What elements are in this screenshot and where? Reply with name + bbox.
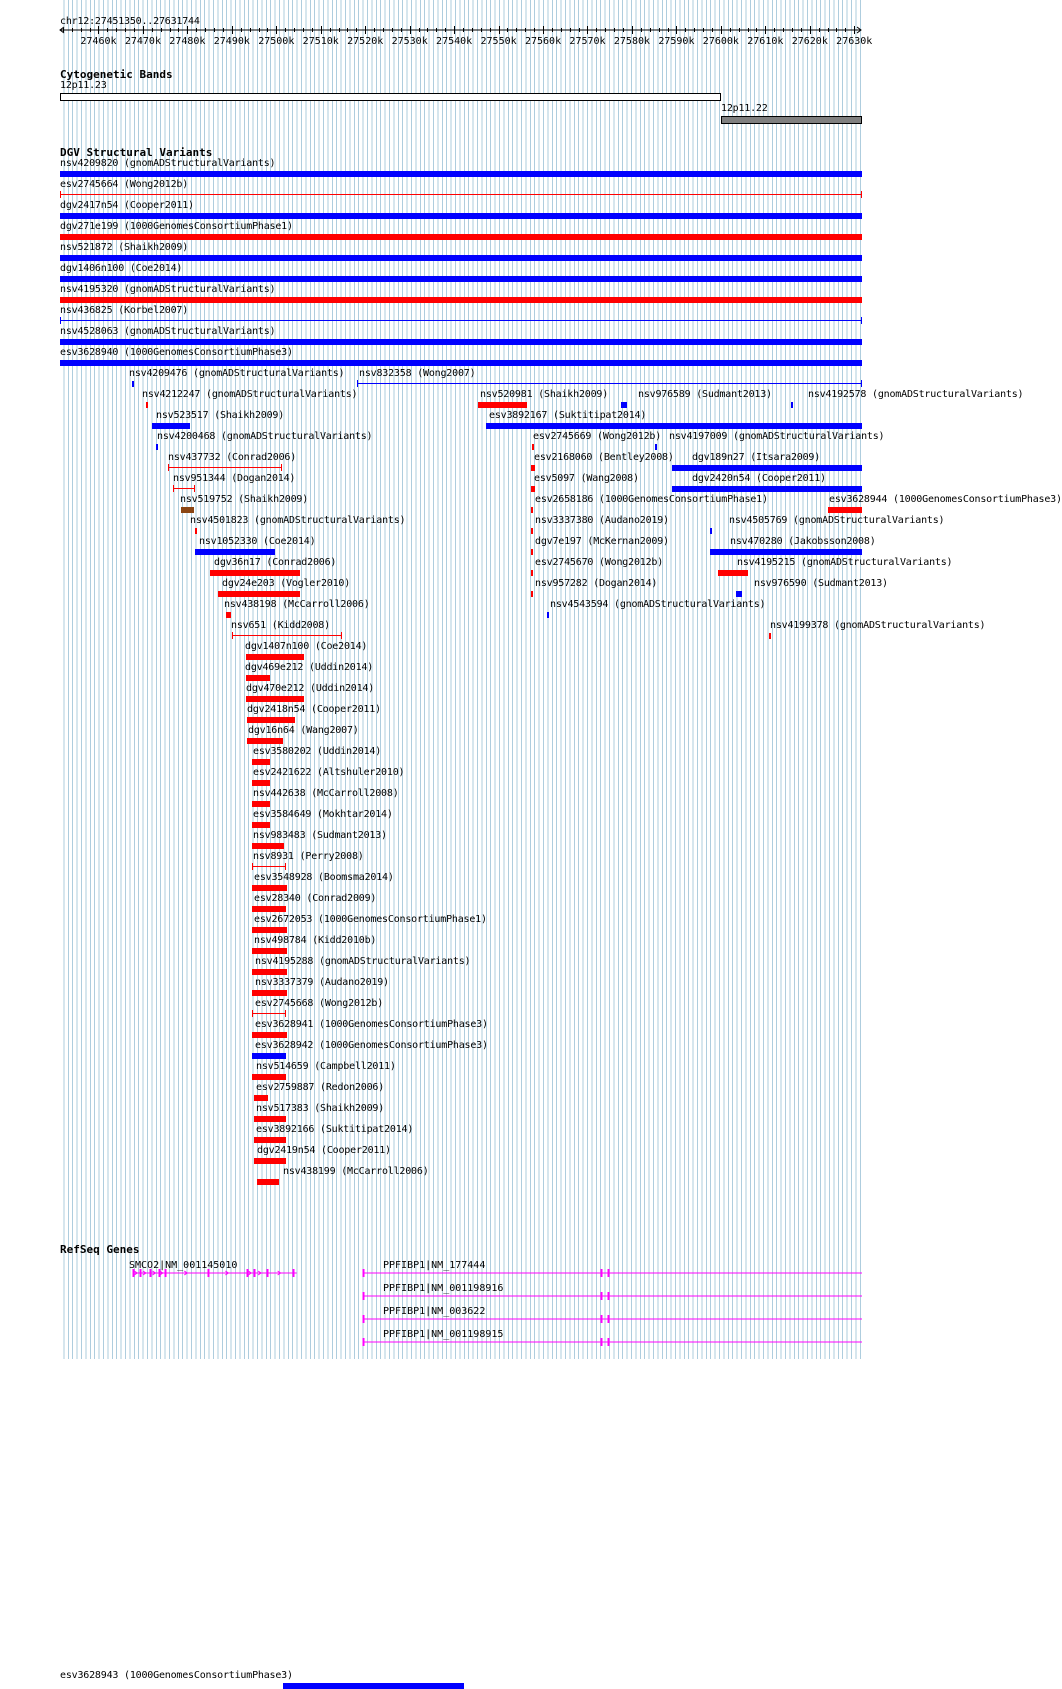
sv-feature-label[interactable]: esv3628942 (1000GenomesConsortiumPhase3) <box>255 1040 488 1051</box>
sv-feature-label[interactable]: dgv36n17 (Conrad2006) <box>214 557 337 568</box>
ruler-tick-label: 27580k <box>613 36 651 47</box>
ruler-tick-label: 27610k <box>747 36 784 47</box>
sv-feature-label[interactable]: nsv951344 (Dogan2014) <box>173 473 296 484</box>
cytoband-label: 12p11.22 <box>721 103 768 114</box>
ruler-tick-label: 27470k <box>124 36 161 47</box>
sv-feature-label[interactable]: nsv8931 (Perry2008) <box>253 851 364 862</box>
ruler-tick-label: 27460k <box>80 36 117 47</box>
sv-feature-label[interactable]: nsv521872 (Shaikh2009) <box>60 242 189 253</box>
sv-feature-label[interactable]: nsv470280 (Jakobsson2008) <box>730 536 876 547</box>
sv-feature-label[interactable]: dgv470e212 (Uddin2014) <box>246 683 375 694</box>
sv-feature-label[interactable]: dgv24e203 (Vogler2010) <box>222 578 351 589</box>
sv-feature-label[interactable]: nsv976590 (Sudmant2013) <box>754 578 888 589</box>
gene-label[interactable]: SMCO2|NM_001145010 <box>129 1260 238 1271</box>
sv-feature-label[interactable]: nsv832358 (Wong2007) <box>359 368 476 379</box>
sv-feature-label[interactable]: dgv189n27 (Itsara2009) <box>692 452 821 463</box>
sv-feature-label[interactable]: nsv3337380 (Audano2019) <box>535 515 669 526</box>
sv-feature-label[interactable]: esv28340 (Conrad2009) <box>254 893 377 904</box>
sv-feature-label[interactable]: esv2745669 (Wong2012b) <box>533 431 662 442</box>
sv-feature-label[interactable]: nsv976589 (Sudmant2013) <box>638 389 772 400</box>
sv-feature-label[interactable]: esv2672053 (1000GenomesConsortiumPhase1) <box>254 914 487 925</box>
sv-feature-label[interactable]: esv2421622 (Altshuler2010) <box>253 767 405 778</box>
sv-feature-label[interactable]: dgv1407n100 (Coe2014) <box>245 641 368 652</box>
sv-feature-label[interactable]: dgv2420n54 (Cooper2011) <box>692 473 826 484</box>
ruler-tick-label: 27570k <box>569 36 606 47</box>
sv-feature-label[interactable]: esv2745670 (Wong2012b) <box>535 557 664 568</box>
sv-feature-label[interactable]: esv3580202 (Uddin2014) <box>253 746 382 757</box>
ruler-tick-label: 27620k <box>791 36 828 47</box>
ruler-tick-label: 27630k <box>836 36 873 47</box>
sv-feature-label[interactable]: nsv4501823 (gnomADStructuralVariants) <box>190 515 406 526</box>
dgv-track-title[interactable]: DGV Structural Variants <box>60 146 213 159</box>
sv-feature-label[interactable]: esv3892166 (Suktitipat2014) <box>256 1124 414 1135</box>
sv-feature-label[interactable]: dgv16n64 (Wang2007) <box>248 725 359 736</box>
ruler-tick-label: 27540k <box>436 36 473 47</box>
sv-feature-label[interactable]: nsv983483 (Sudmant2013) <box>253 830 387 841</box>
sv-feature-label[interactable]: dgv2418n54 (Cooper2011) <box>247 704 381 715</box>
refseq-track-title[interactable]: RefSeq Genes <box>60 1243 140 1256</box>
sv-feature-label[interactable]: esv2168060 (Bentley2008) <box>534 452 674 463</box>
sv-feature-label[interactable]: esv3584649 (Mokhtar2014) <box>253 809 393 820</box>
cytoband-label: 12p11.23 <box>60 80 107 91</box>
sv-feature-label[interactable]: nsv4528063 (gnomADStructuralVariants) <box>60 326 276 337</box>
sv-feature-label[interactable]: nsv4195215 (gnomADStructuralVariants) <box>737 557 953 568</box>
sv-feature-label[interactable]: dgv1406n100 (Coe2014) <box>60 263 183 274</box>
sv-feature-label[interactable]: esv2745668 (Wong2012b) <box>255 998 384 1009</box>
sv-feature-label[interactable]: nsv4199378 (gnomADStructuralVariants) <box>770 620 986 631</box>
sv-feature-label[interactable]: dgv2417n54 (Cooper2011) <box>60 200 194 211</box>
sv-feature-label[interactable]: nsv4505769 (gnomADStructuralVariants) <box>729 515 945 526</box>
gene-label[interactable]: PPFIBP1|NM_001198916 <box>383 1283 504 1294</box>
gene-label[interactable]: PPFIBP1|NM_177444 <box>383 1260 486 1271</box>
sv-feature-label[interactable]: nsv436825 (Korbel2007) <box>60 305 189 316</box>
gene-label[interactable]: PPFIBP1|NM_001198915 <box>383 1329 504 1340</box>
ruler-tick-label: 27510k <box>302 36 339 47</box>
sv-feature-label[interactable]: esv3628941 (1000GenomesConsortiumPhase3) <box>255 1019 488 1030</box>
ruler-title: chr12:27451350..27631744 <box>60 16 200 27</box>
sv-feature-label[interactable]: esv2745664 (Wong2012b) <box>60 179 189 190</box>
ruler-tick-label: 27530k <box>391 36 428 47</box>
ruler-tick-label: 27600k <box>702 36 739 47</box>
ruler-tick-label: 27520k <box>347 36 384 47</box>
sv-feature-label[interactable]: nsv523517 (Shaikh2009) <box>156 410 285 421</box>
sv-feature-label[interactable]: nsv517383 (Shaikh2009) <box>256 1103 385 1114</box>
sv-feature-label[interactable]: nsv1052330 (Coe2014) <box>199 536 316 547</box>
sv-feature-label[interactable]: esv3628943 (1000GenomesConsortiumPhase3) <box>60 1670 293 1681</box>
sv-feature-label[interactable]: nsv442638 (McCarroll2008) <box>253 788 399 799</box>
sv-feature-label[interactable]: esv2759887 (Redon2006) <box>256 1082 385 1093</box>
sv-feature-label[interactable]: nsv4209476 (gnomADStructuralVariants) <box>129 368 345 379</box>
sv-feature-label[interactable]: nsv4200468 (gnomADStructuralVariants) <box>157 431 373 442</box>
sv-feature-label[interactable]: nsv4543594 (gnomADStructuralVariants) <box>550 599 766 610</box>
sv-feature-label[interactable]: nsv520981 (Shaikh2009) <box>480 389 609 400</box>
sv-feature-label[interactable]: nsv4212247 (gnomADStructuralVariants) <box>142 389 358 400</box>
ruler-tick-label: 27590k <box>658 36 695 47</box>
sv-feature-label[interactable]: nsv4195288 (gnomADStructuralVariants) <box>255 956 471 967</box>
sv-feature-label[interactable]: nsv4195320 (gnomADStructuralVariants) <box>60 284 276 295</box>
ruler-tick-label: 27480k <box>169 36 206 47</box>
sv-feature-label[interactable]: dgv2419n54 (Cooper2011) <box>257 1145 391 1156</box>
sv-feature-label[interactable]: dgv271e199 (1000GenomesConsortiumPhase1) <box>60 221 293 232</box>
sv-feature-label[interactable]: nsv438199 (McCarroll2006) <box>283 1166 429 1177</box>
sv-feature-label[interactable]: esv5097 (Wang2008) <box>534 473 639 484</box>
sv-feature-label[interactable]: dgv7e197 (McKernan2009) <box>535 536 669 547</box>
ruler-tick-label: 27490k <box>213 36 250 47</box>
sv-feature-label[interactable]: nsv438198 (McCarroll2006) <box>224 599 370 610</box>
sv-feature-label[interactable]: nsv4209820 (gnomADStructuralVariants) <box>60 158 276 169</box>
gene-label[interactable]: PPFIBP1|NM_003622 <box>383 1306 486 1317</box>
sv-feature-label[interactable]: nsv437732 (Conrad2006) <box>168 452 297 463</box>
sv-feature-label[interactable]: esv3628940 (1000GenomesConsortiumPhase3) <box>60 347 293 358</box>
sv-feature-label[interactable]: nsv514659 (Campbell2011) <box>256 1061 396 1072</box>
ruler-tick-label: 27550k <box>480 36 517 47</box>
sv-feature-label[interactable]: esv3892167 (Suktitipat2014) <box>489 410 647 421</box>
ruler-tick-label: 27560k <box>524 36 562 47</box>
sv-feature-label[interactable]: nsv498784 (Kidd2010b) <box>254 935 377 946</box>
sv-feature-label[interactable]: nsv4192578 (gnomADStructuralVariants) <box>808 389 1024 400</box>
sv-feature-label[interactable]: nsv519752 (Shaikh2009) <box>180 494 309 505</box>
sv-feature-bar[interactable] <box>283 1683 464 1689</box>
sv-feature-label[interactable]: nsv651 (Kidd2008) <box>231 620 330 631</box>
ruler-tick-label: 27500k <box>258 36 295 47</box>
sv-feature-label[interactable]: esv3548928 (Boomsma2014) <box>254 872 394 883</box>
sv-feature-label[interactable]: dgv469e212 (Uddin2014) <box>245 662 374 673</box>
sv-feature-label[interactable]: nsv957282 (Dogan2014) <box>535 578 658 589</box>
sv-feature-label[interactable]: esv2658186 (1000GenomesConsortiumPhase1) <box>535 494 768 505</box>
cytoband-track-title[interactable]: Cytogenetic Bands <box>60 68 173 81</box>
sv-feature-label[interactable]: nsv3337379 (Audano2019) <box>255 977 389 988</box>
sv-feature-label[interactable]: esv3628944 (1000GenomesConsortiumPhase3) <box>829 494 1062 505</box>
sv-feature-label[interactable]: nsv4197009 (gnomADStructuralVariants) <box>669 431 885 442</box>
